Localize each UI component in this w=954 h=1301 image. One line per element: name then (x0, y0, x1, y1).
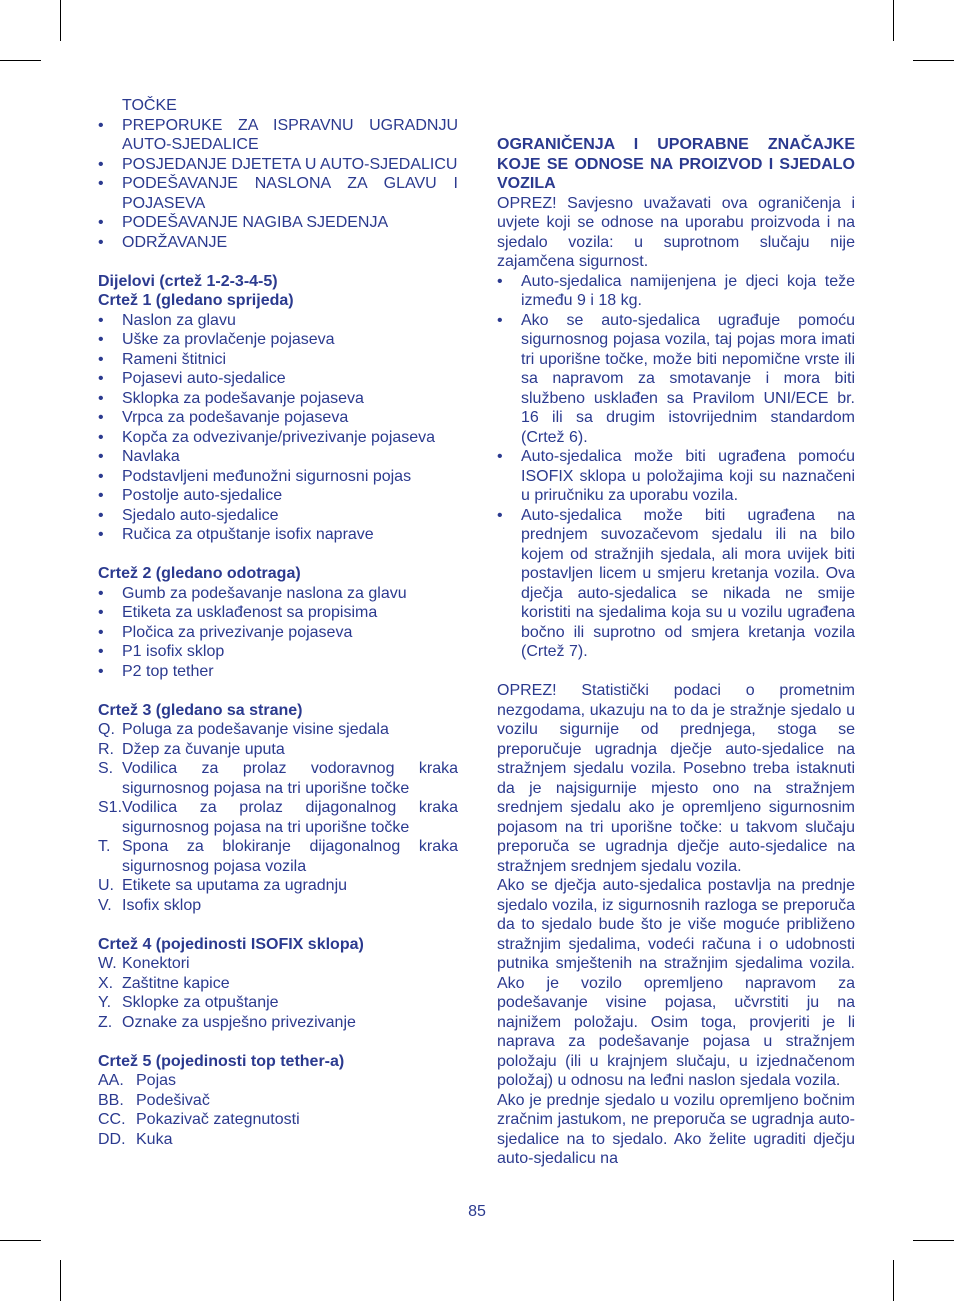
list-item: • Kopča za odvezivanje/privezivanje pojaseva (98, 428, 458, 448)
paragraph: OPREZ! Statistički podaci o prometnim nezgodama, ukazuju na to da je stražnje sjedalo u vozilu sigurnije od prednjega, stoga se preporučuje ugradnja dječje auto-sjedalice na stražnjem sjedalu vozila. Posebno treba istaknuti da je najsigurnije mjesto ono na stražnjem srednjem sjedalu ako je opremljeno sigurnosnim pojasom na tri uporišne točke: u takvom slučaju preporuča se ugradnja dječje auto-sjedalice na stražnjem srednjem sjedalu vozila. (497, 682, 855, 875)
left-column (98, 96, 458, 1149)
list-item: • Uške za provlačenje pojaseva (98, 330, 458, 350)
fig3-heading: Crtež 3 (gledano sa strane) (98, 701, 303, 719)
list-item: Y. Sklopke za otpuštanje (98, 993, 458, 1013)
paragraph: Ako je prednje sjedalo u vozilu opremljeno bočnim zračnim jastukom, ne preporuča se ugradnja auto-sjedalice na to sjedalo. Ako želite ugraditi dječju auto-sjedalicu na (497, 1091, 855, 1167)
list-item: AA. Pojas (98, 1071, 458, 1091)
list-item: • Ako se auto-sjedalica ugrađuje pomoću sigurnosnog pojasa vozila, taj pojas mora imati tri uporišne točke, može biti nepomične vrste ili sa napravom za smotavanje i mora biti službeno usklađen sa Pravilom UNI/ECE br. 16 ili sa drugim istovrijednim standardom (Crtež 6). (497, 311, 855, 448)
list-item: • Naslon za glavu (98, 311, 458, 331)
list-item: • Auto-sjedalica može biti ugrađena na prednjem suvozačevom sjedalu ili na bilo kojem od stražnjih sjedala, ali mora uvijek biti postavljen licem u smjeru kretanja vozila. Ova dječja auto-sjedalica se nikada ne smije koristiti na sjedalima koja su u vozilu ugrađena bočno ili suprotno od smjera kretanja vozila (Crtež 7). (497, 506, 855, 662)
crop-mark (0, 60, 41, 61)
crop-mark (60, 0, 61, 41)
crop-mark (893, 1260, 894, 1301)
list-item: Z. Oznake za uspješno privezivanje (98, 1013, 458, 1033)
list-item: • Vrpca za podešavanje pojaseva (98, 408, 458, 428)
list-item: R. Džep za čuvanje uputa (98, 740, 458, 760)
right-column (497, 135, 855, 1169)
toc-item: • PREPORUKE ZA ISPRAVNU UGRADNJU AUTO-SJEDALICE (98, 116, 458, 155)
list-item: • Gumb za podešavanje naslona za glavu (98, 584, 458, 604)
list-item: CC. Pokazivač zategnutosti (98, 1110, 458, 1130)
list-item: W. Konektori (98, 954, 458, 974)
list-item: • Navlaka (98, 447, 458, 467)
fig3-list (98, 720, 458, 915)
toc-item: • PODEŠAVANJE NAGIBA SJEDENJA (98, 213, 458, 233)
toc-list (98, 116, 458, 253)
section-heading: OGRANIČENJA I UPORABNE ZNAČAJKE KOJE SE ODNOSE NA PROIZVOD I SJEDALO VOZILA (497, 136, 855, 192)
list-item: • P2 top tether (98, 662, 458, 682)
list-item: • Pločica za privezivanje pojaseva (98, 623, 458, 643)
fig4-list (98, 954, 458, 1032)
fig2-list (98, 584, 458, 682)
list-item: • Auto-sjedalica može biti ugrađena pomoću ISOFIX sklopa u položajima koji su naznačeni u priručniku za uporabu vozila. (497, 447, 855, 506)
parts-heading: Dijelovi (crtež 1-2-3-4-5) (98, 272, 278, 290)
list-item: DD. Kuka (98, 1130, 458, 1150)
list-item: • Podstavljeni međunožni sigurnosni pojas (98, 467, 458, 487)
list-item: V. Isofix sklop (98, 896, 458, 916)
crop-mark (913, 1240, 954, 1241)
list-item: • Pojasevi auto-sjedalice (98, 369, 458, 389)
list-item: • P1 isofix sklop (98, 642, 458, 662)
crop-mark (60, 1260, 61, 1301)
conditions-list (497, 272, 855, 662)
list-item: • Sjedalo auto-sjedalice (98, 506, 458, 526)
list-item: S1. Vodilica za prolaz dijagonalnog kraka sigurnosnog pojasa na tri uporišne točke (98, 798, 458, 837)
fig4-heading: Crtež 4 (pojedinosti ISOFIX sklopa) (98, 935, 364, 953)
list-item: • Postolje auto-sjedalice (98, 486, 458, 506)
fig1-list (98, 311, 458, 545)
paragraph: Ako se dječja auto-sjedalica postavlja na prednje sjedalo vozila, iz sigurnosnih razloga se preporuča da to sjedalo bude što je više moguće približeno stražnjim sjedalima, vodeći računa i o udobnosti putnika smještenih na stražnjim sjedalima vozila. Ako je vozilo opremljeno napravom za podešavanje visine pojasa, učvrstiti ju na najnižem položaju. Osim toga, provjeriti je li naprava za podešavanje pojasa u stražnjem položaju (ili u krajnjem slučaju, u izjednačenom položaj) u odnosu na leđni naslon sjedala vozila. (497, 877, 855, 1089)
toc-item: • POSJEDANJE DJETETA U AUTO-SJEDALICU (98, 155, 458, 175)
list-item: T. Spona za blokiranje dijagonalnog kraka sigurnosnog pojasa vozila (98, 837, 458, 876)
list-item: X. Zaštitne kapice (98, 974, 458, 994)
list-item: U. Etikete sa uputama za ugradnju (98, 876, 458, 896)
warning-intro: OPREZ! Savjesno uvažavati ova ograničenja i uvjete koji se odnose na uporabu proizvoda i na sjedalo vozila: u suprotnom slučaju nije zajamčena sigurnost. (497, 194, 855, 270)
crop-mark (893, 0, 894, 41)
crop-mark (0, 1240, 41, 1241)
fig2-heading: Crtež 2 (gledano odotraga) (98, 565, 301, 582)
fig5-heading: Crtež 5 (pojedinosti top tether-a) (98, 1052, 345, 1070)
list-item: • Etiketa za usklađenost sa propisima (98, 603, 458, 623)
fig5-list (98, 1071, 458, 1149)
list-item: • Ručica za otpuštanje isofix naprave (98, 525, 458, 545)
list-item: Q. Poluga za podešavanje visine sjedala (98, 720, 458, 740)
list-item: • Sklopka za podešavanje pojaseva (98, 389, 458, 409)
fig1-heading: Crtež 1 (gledano sprijeda) (98, 292, 294, 309)
page-number: 85 (468, 1203, 486, 1220)
list-item: • Auto-sjedalica namijenjena je djeci koja teže između 9 i 18 kg. (497, 272, 855, 311)
toc-continuation: TOČKE (122, 97, 177, 114)
list-item: S. Vodilica za prolaz vodoravnog kraka sigurnosnog pojasa na tri uporišne točke (98, 759, 458, 798)
toc-item: • ODRŽAVANJE (98, 233, 458, 253)
list-item: • Rameni štitnici (98, 350, 458, 370)
list-item: BB. Podešivač (98, 1091, 458, 1111)
crop-mark (913, 60, 954, 61)
toc-item: • PODEŠAVANJE NASLONA ZA GLAVU I POJASEVA (98, 174, 458, 213)
